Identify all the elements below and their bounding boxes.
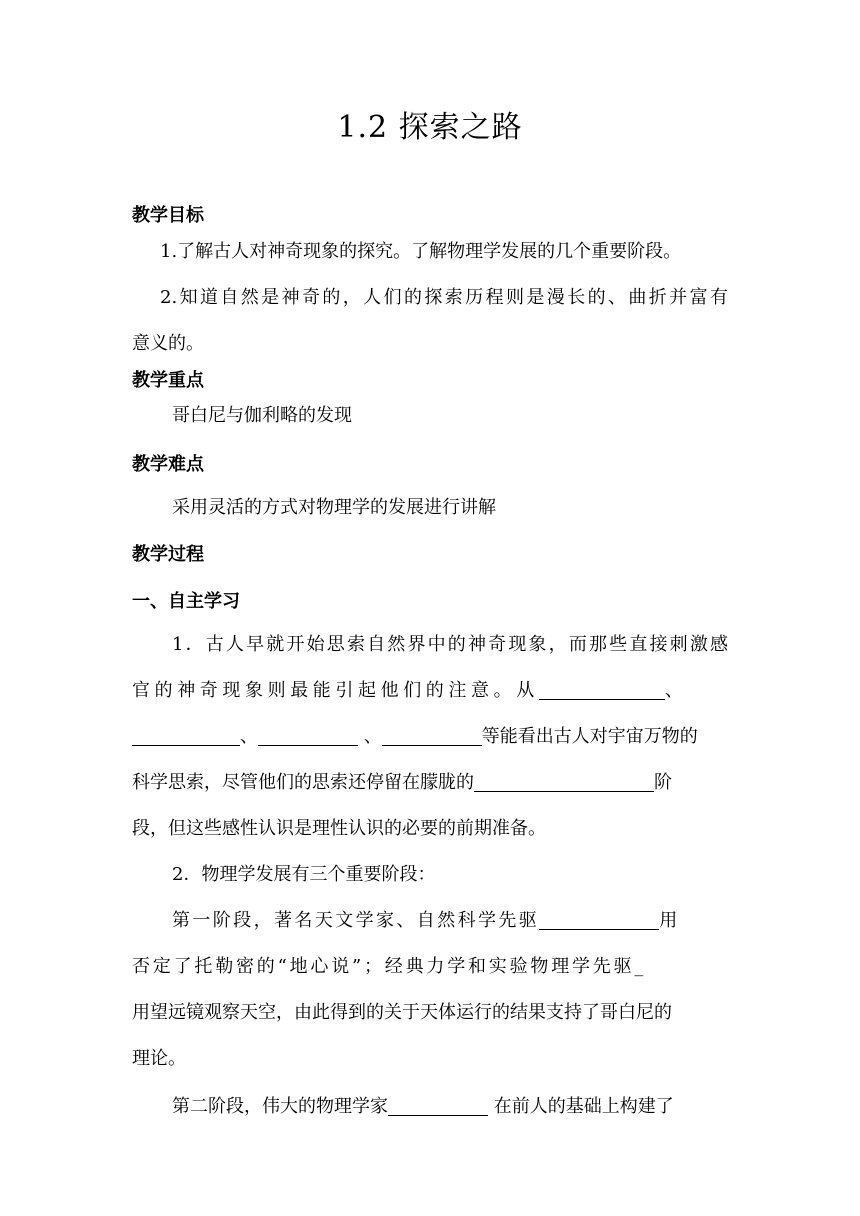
stage1-line2: 否定了托勒密的“地心说”；经典力学和实验物理学先驱_ bbox=[132, 956, 647, 977]
section1-heading: 一、自主学习 bbox=[132, 591, 240, 612]
page-title: 1.2 探索之路 bbox=[337, 110, 523, 145]
answer-blank[interactable] bbox=[382, 725, 482, 746]
goal-item-2-line1: 2.知道自然是神奇的，人们的探索历程则是漫长的、曲折并富有 bbox=[160, 287, 728, 308]
goal-item-1: 1.了解古人对神奇现象的探究。了解物理学发展的几个重要阶段。 bbox=[160, 241, 682, 262]
answer-blank[interactable] bbox=[539, 909, 659, 930]
key-text: 哥白尼与伽利略的发现 bbox=[172, 405, 352, 426]
stage1-line1-end: 用 bbox=[659, 910, 678, 931]
stage1-line1 bbox=[172, 898, 772, 944]
stage2-line1 bbox=[172, 1084, 772, 1130]
stage1-line1-text: 第一阶段，著名天文学家、自然科学先驱 bbox=[172, 910, 540, 931]
q1-line5: 段，但这些感性认识是理性认识的必要的前期准备。 bbox=[132, 818, 546, 839]
q1-line4-end: 阶 bbox=[654, 772, 672, 793]
q1-line2 bbox=[132, 668, 732, 714]
q1-line3-sep1: 、 bbox=[240, 726, 258, 747]
process-heading: 教学过程 bbox=[132, 544, 204, 565]
answer-blank[interactable] bbox=[132, 725, 240, 746]
q1-line1: 1．古人早就开始思索自然界中的神奇现象，而那些直接刺激感 bbox=[172, 634, 728, 655]
answer-blank[interactable] bbox=[474, 771, 654, 792]
answer-blank[interactable] bbox=[539, 679, 665, 700]
q2-text: 2．物理学发展有三个重要阶段： bbox=[172, 864, 436, 885]
q1-line3-sep2: 、 bbox=[358, 726, 382, 747]
goal-heading: 教学目标 bbox=[132, 205, 204, 226]
answer-blank[interactable] bbox=[258, 725, 358, 746]
q1-line2-text: 官的神奇现象则最能引起他们的注意。从 bbox=[132, 680, 539, 701]
q1-line4 bbox=[132, 760, 732, 806]
answer-blank[interactable] bbox=[388, 1095, 488, 1116]
difficulty-heading: 教学难点 bbox=[132, 454, 204, 475]
goal-item-2-line2: 意义的。 bbox=[132, 333, 204, 354]
q1-line2-sep: 、 bbox=[664, 680, 683, 701]
stage2-line1-end: 在前人的基础上构建了 bbox=[488, 1096, 674, 1117]
q1-line4-text: 科学思索，尽管他们的思索还停留在朦胧的 bbox=[132, 772, 474, 793]
q1-line3 bbox=[132, 714, 732, 760]
difficulty-text: 采用灵活的方式对物理学的发展进行讲解 bbox=[172, 497, 496, 518]
key-heading: 教学重点 bbox=[132, 370, 204, 391]
stage1-line4: 理论。 bbox=[132, 1048, 186, 1069]
q1-line3-text: 等能看出古人对宇宙万物的 bbox=[481, 726, 698, 747]
stage2-line1-text: 第二阶段，伟大的物理学家 bbox=[172, 1096, 388, 1117]
stage1-line3: 用望远镜观察天空，由此得到的关于天体运行的结果支持了哥白尼的 bbox=[132, 1002, 672, 1023]
